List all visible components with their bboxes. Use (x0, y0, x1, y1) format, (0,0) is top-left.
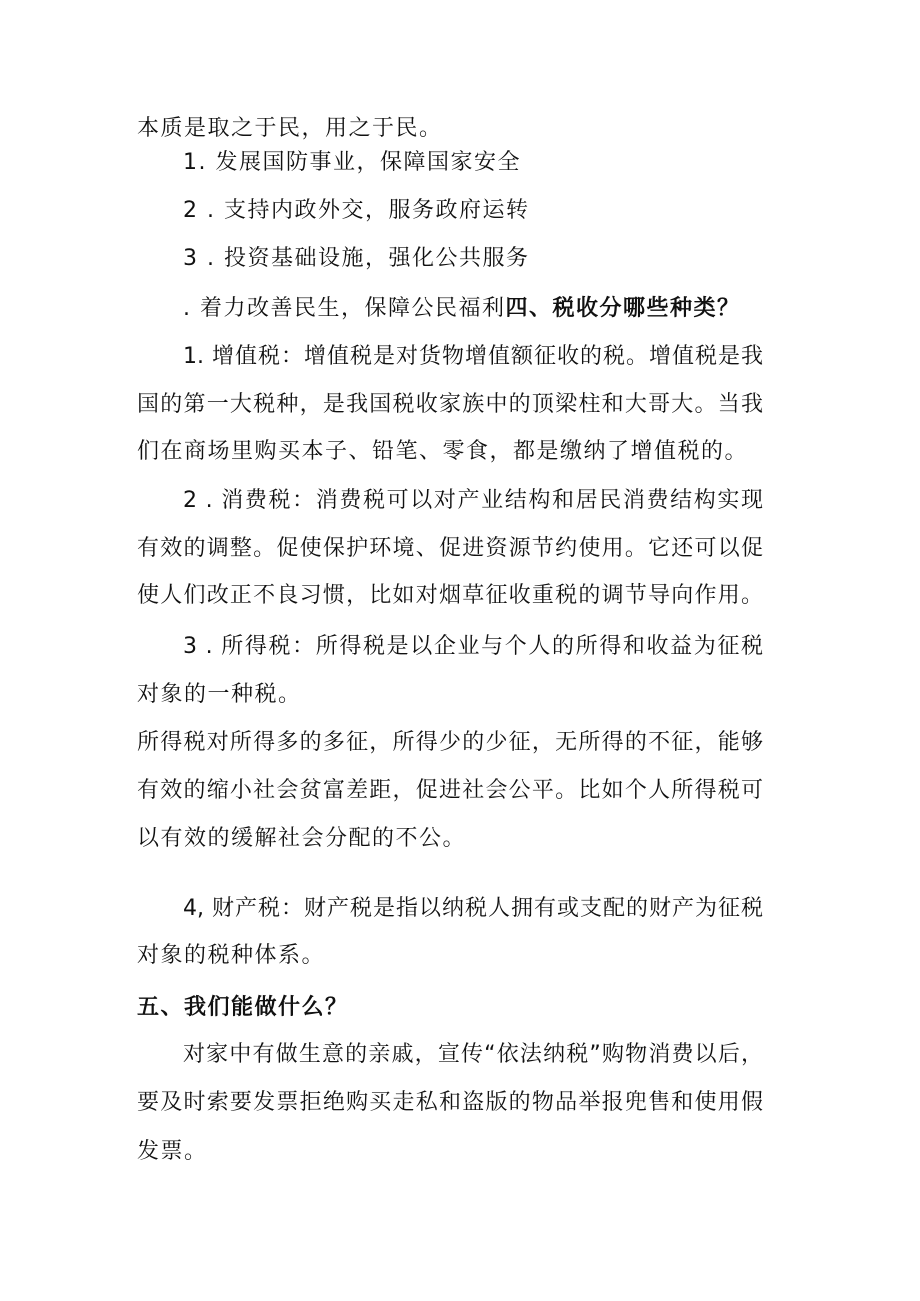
paragraph-line: 有效的缩小社会贫富差距，促进社会公平。比如个人所得税可 (137, 778, 763, 803)
section-heading: 五、我们能做什么？ (137, 995, 349, 1020)
paragraph-line: 所得税对所得多的多征，所得少的少征，无所得的不征，能够 (137, 730, 763, 755)
paragraph-line: 使人们改正不良习惯，比如对烟草征收重税的调节导向作用。 (137, 583, 763, 608)
text-line: 本质是取之于民，用之于民。 (137, 116, 443, 141)
paragraph-line: 有效的调整。促使保护环境、促进资源节约使用。它还可以促 (137, 536, 763, 561)
paragraph-line: 要及时索要发票拒绝购买走私和盗版的物品举报兜售和使用假 (137, 1090, 763, 1115)
text-line (183, 294, 741, 324)
section-heading: 四、税收分哪些种类？ (505, 296, 741, 321)
paragraph-line: 3 . 所得税：所得税是以企业与个人的所得和收益为征税 (183, 634, 763, 659)
paragraph-line: 发票。 (137, 1139, 208, 1164)
paragraph-line: 4, 财产税：财产税是指以纳税人拥有或支配的财产为征税 (183, 896, 763, 921)
paragraph-line: 2 . 消费税：消费税可以对产业结构和居民消费结构实现 (183, 488, 763, 513)
paragraph-line: 以有效的缓解社会分配的不公。 (137, 826, 467, 851)
list-item: 1. 发展国防事业，保障国家安全 (183, 150, 521, 175)
list-item: . 着力改善民生，保障公民福利 (183, 296, 506, 321)
paragraph-line: 对象的一种税。 (137, 682, 302, 707)
paragraph-line: 国的第一大税种，是我国税收家族中的顶梁柱和大哥大。当我 (137, 392, 763, 417)
paragraph-line: 对家中有做生意的亲戚，宣传“依法纳税”购物消费以后， (183, 1042, 763, 1067)
paragraph-line: 们在商场里购买本子、铅笔、零食，都是缴纳了增值税的。 (137, 439, 749, 464)
paragraph-line: 1. 增值税：增值税是对货物增值额征收的税。增值税是我 (183, 344, 763, 369)
list-item: 3 . 投资基础设施，强化公共服务 (183, 246, 530, 271)
paragraph-line: 对象的税种体系。 (137, 943, 326, 968)
list-item: 2 . 支持内政外交，服务政府运转 (183, 198, 530, 223)
